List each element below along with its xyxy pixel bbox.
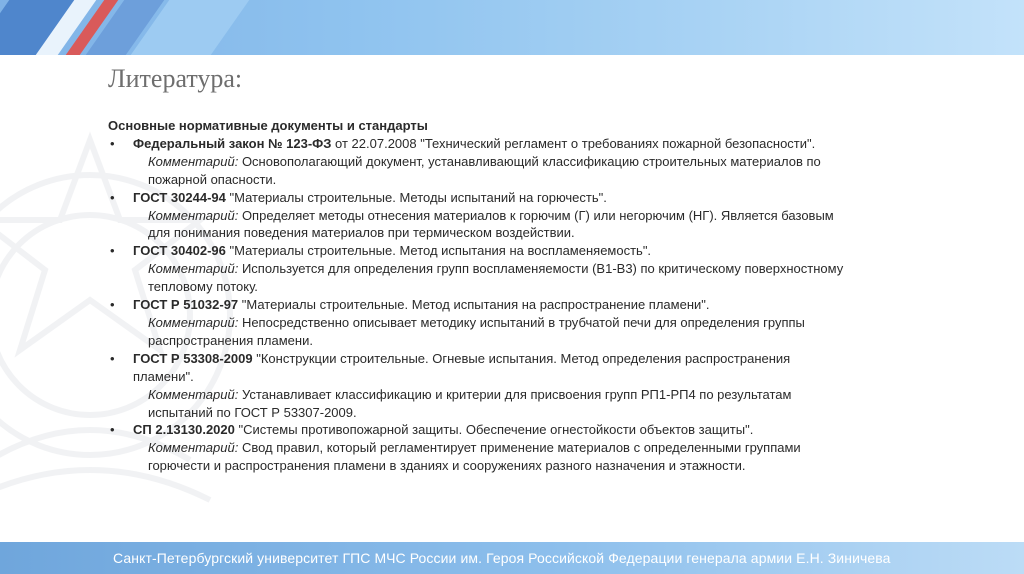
comment-label: Комментарий: xyxy=(148,314,239,330)
comment-text: Определяет методы отнесения материалов к горючим (Г) или негорючим (НГ). Является базовым для понимания поведения материалов при термическом воздействии. xyxy=(148,207,834,241)
document-title: "Системы противопожарной защиты. Обеспечение огнестойкости объектов защиты". xyxy=(234,422,754,438)
document-title: "Материалы строительные. Методы испытаний на горючесть". xyxy=(225,189,607,205)
footer-text: Санкт-Петербургский университет ГПС МЧС России им. Героя Российской Федерации генерала армии Е.Н. Зиничева xyxy=(113,550,891,566)
document-code: ГОСТ Р 51032-97 xyxy=(133,297,239,313)
document-title: "Конструкции строительные. Огневые испытания. Метод определения распространения пламени". xyxy=(133,350,791,384)
list-item xyxy=(108,189,848,243)
document-title: от 22.07.2008 "Технический регламент о требованиях пожарной безопасности". xyxy=(331,135,816,151)
comment xyxy=(133,439,848,475)
comment-text: Устанавливает классификацию и критерии для присвоения групп РП1-РП4 по результатам испытаний по ГОСТ Р 53307-2009. xyxy=(148,386,792,420)
comment-text: Используется для определения групп воспламеняемости (В1-В3) по критическому поверхностному тепловому потоку. xyxy=(148,261,844,295)
comment-text: Непосредственно описывает методику испытаний в трубчатой печи для определения группы распространения пламени. xyxy=(148,314,805,348)
references-list xyxy=(108,135,848,475)
document-title: "Материалы строительные. Метод испытания на распространение пламени". xyxy=(238,297,710,313)
header-band xyxy=(0,0,1024,55)
footer-band xyxy=(0,542,1024,574)
bullet: • xyxy=(110,297,115,313)
comment xyxy=(133,153,848,189)
bullet: • xyxy=(110,189,115,205)
document-code: ГОСТ Р 53308-2009 xyxy=(133,350,253,366)
comment-text: Основополагающий документ, устанавливающий классификацию строительных материалов по пожарной опасности. xyxy=(148,153,821,187)
comment xyxy=(133,207,848,243)
comment-label: Комментарий: xyxy=(148,153,239,169)
document-code: Федеральный закон № 123-ФЗ xyxy=(133,135,332,151)
list-item xyxy=(108,350,848,422)
comment xyxy=(133,314,848,350)
comment-label: Комментарий: xyxy=(148,207,239,223)
comment-text: Свод правил, который регламентирует применение материалов с определенными группами горючести и распространения пламени в зданиях и сооружениях разного назначения и этажности. xyxy=(148,440,801,474)
comment xyxy=(133,386,848,422)
document-code: ГОСТ 30244-94 xyxy=(133,189,226,205)
bullet: • xyxy=(110,350,115,366)
document-title: "Материалы строительные. Метод испытания на воспламеняемость". xyxy=(225,243,652,259)
list-item xyxy=(108,242,848,296)
document-code: СП 2.13130.2020 xyxy=(133,422,235,438)
page-title: Литература: xyxy=(108,64,243,93)
comment xyxy=(133,260,848,296)
list-item xyxy=(108,135,848,189)
section-subtitle: Основные нормативные документы и стандарты xyxy=(108,118,428,133)
bullet: • xyxy=(110,243,115,259)
comment-label: Комментарий: xyxy=(148,440,239,456)
document-body xyxy=(108,117,848,475)
comment-label: Комментарий: xyxy=(148,386,239,402)
bullet: • xyxy=(110,135,115,151)
list-item xyxy=(108,296,848,350)
comment-label: Комментарий: xyxy=(148,261,239,277)
list-item xyxy=(108,421,848,475)
bullet: • xyxy=(110,422,115,438)
document-code: ГОСТ 30402-96 xyxy=(133,243,226,259)
